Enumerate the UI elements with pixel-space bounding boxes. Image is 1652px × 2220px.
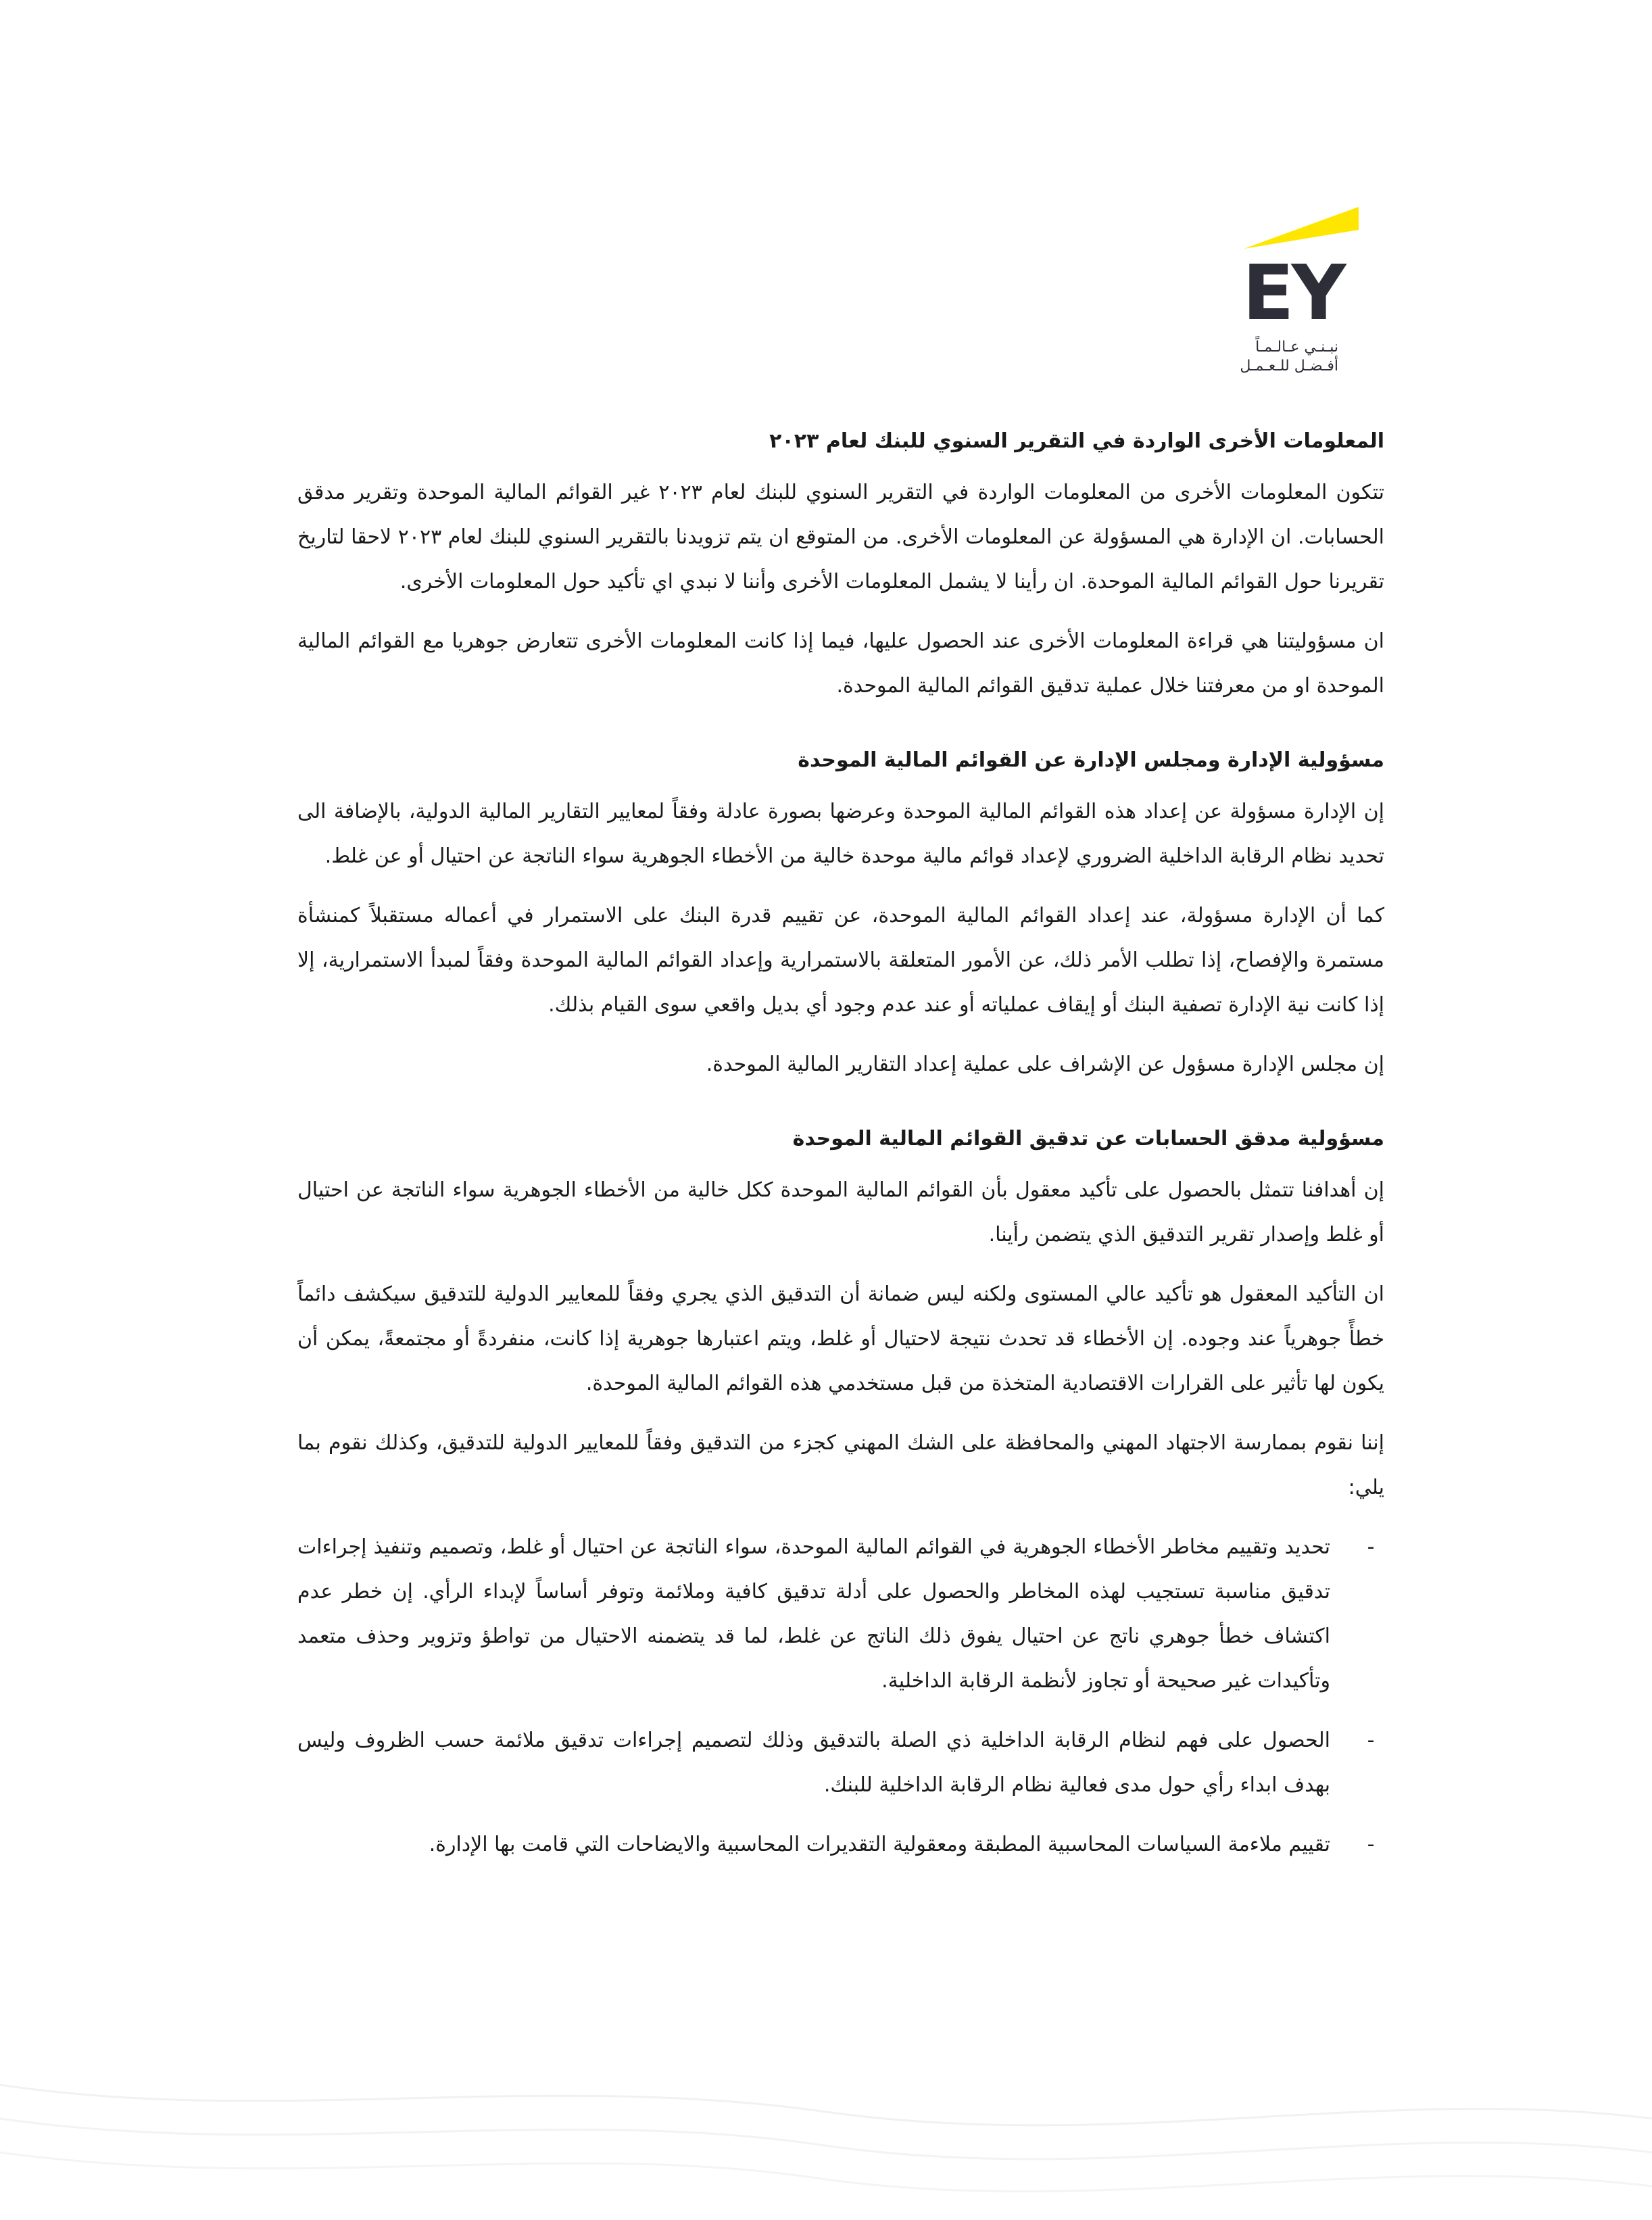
- auditor-procedures-list: [297, 1525, 1384, 1867]
- list-item-text: الحصول على فهم لنظام الرقابة الداخلية ذي الصلة بالتدقيق وذلك لتصميم إجراءات تدقيق ملائمة حسب الظروف وليس بهدف ابداء رأي حول مدى فعالية نظام الرقابة الداخلية للبنك.: [297, 1729, 1330, 1797]
- decorative-wave-lines: [0, 2044, 1652, 2220]
- ey-tagline: [1237, 338, 1338, 376]
- list-item: [297, 1525, 1384, 1704]
- paragraph: تتكون المعلومات الأخرى من المعلومات الواردة في التقرير السنوي للبنك لعام ٢٠٢٣ غير القوائم المالية الموحدة وتقرير مدقق الحسابات. ان الإدارة هي المسؤولة عن المعلومات الأخرى. من المتوقع ان يتم تزويدنا بالتقرير السنوي للبنك لعام ٢٠٢٣ لاحقا لتاريخ تقريرنا حول القوائم المالية الموحدة. ان رأينا لا يشمل المعلومات الأخرى وأننا لا نبدي اي تأكيد حول المعلومات الأخرى.: [297, 481, 1384, 594]
- ey-tagline-line-2: أفـضـل للـعـمـل: [1240, 358, 1338, 375]
- ey-logo: [1237, 203, 1365, 379]
- section-other-information: [297, 419, 1384, 708]
- section-management-responsibility: [297, 738, 1384, 1087]
- bullet-dash: -: [1367, 1535, 1375, 1559]
- report-body: [297, 419, 1384, 1897]
- list-item: [297, 1823, 1384, 1867]
- paragraph: إن الإدارة مسؤولة عن إعداد هذه القوائم المالية الموحدة وعرضها بصورة عادلة وفقاً لمعايير التقارير المالية الدولية، بالإضافة الى تحديد نظام الرقابة الداخلية الضروري لإعداد قوائم مالية موحدة خالية من الأخطاء الجوهرية سواء الناتجة عن احتيال أو عن غلط.: [297, 800, 1384, 868]
- section-heading: مسؤولية مدقق الحسابات عن تدقيق القوائم المالية الموحدة: [792, 1127, 1384, 1151]
- ey-beam-icon: [1237, 203, 1365, 257]
- bullet-dash: -: [1367, 1833, 1375, 1856]
- paragraph: ان التأكيد المعقول هو تأكيد عالي المستوى ولكنه ليس ضمانة أن التدقيق الذي يجري وفقاً للمعايير الدولية للتدقيق سيكشف دائماً خطأً جوهرياً عند وجوده. إن الأخطاء قد تحدث نتيجة لاحتيال أو غلط، ويتم اعتبارها جوهرية إذا كانت، منفردةً أو مجتمعةً، يمكن أن يكون لها تأثير على القرارات الاقتصادية المتخذة من قبل مستخدمي هذه القوائم المالية الموحدة.: [297, 1282, 1384, 1395]
- bullet-dash: -: [1367, 1729, 1375, 1752]
- ey-tagline-line-1: نبـنـي عـالـمـاً: [1255, 339, 1338, 356]
- paragraph: كما أن الإدارة مسؤولة، عند إعداد القوائم المالية الموحدة، عن تقييم قدرة البنك على الاستمرار في أعماله مستقبلاً كمنشأة مستمرة والإفصاح، إذا تطلب الأمر ذلك، عن الأمور المتعلقة بالاستمرارية وإعداد القوائم المالية الموحدة وفقاً لمبدأ الاستمرارية، إلا إذا كانت نية الإدارة تصفية البنك أو إيقاف عملياته أو عند عدم وجود أي بديل واقعي سوى القيام بذلك.: [297, 904, 1384, 1017]
- list-item-text: تقييم ملاءمة السياسات المحاسبية المطبقة ومعقولية التقديرات المحاسبية والايضاحات التي قامت بها الإدارة.: [429, 1833, 1330, 1856]
- paragraph: إن أهدافنا تتمثل بالحصول على تأكيد معقول بأن القوائم المالية الموحدة ككل خالية من الأخطاء الجوهرية سواء الناتجة عن احتيال أو غلط وإصدار تقرير التدقيق الذي يتضمن رأينا.: [297, 1178, 1384, 1247]
- section-heading: مسؤولية الإدارة ومجلس الإدارة عن القوائم المالية الموحدة: [798, 748, 1384, 772]
- paragraph: إننا نقوم بممارسة الاجتهاد المهني والمحافظة على الشك المهني كجزء من التدقيق وفقاً للمعايير الدولية للتدقيق، وكذلك نقوم بما يلي:: [297, 1431, 1384, 1499]
- section-heading: المعلومات الأخرى الواردة في التقرير السنوي للبنك لعام ٢٠٢٣: [769, 429, 1384, 453]
- paragraph: إن مجلس الإدارة مسؤول عن الإشراف على عملية إعداد التقارير المالية الموحدة.: [706, 1053, 1384, 1076]
- section-auditor-responsibility: [297, 1117, 1384, 1867]
- list-item: [297, 1718, 1384, 1808]
- list-item-text: تحديد وتقييم مخاطر الأخطاء الجوهرية في القوائم المالية الموحدة، سواء الناتجة عن احتيال أو غلط، وتصميم وتنفيذ إجراءات تدقيق مناسبة تستجيب لهذه المخاطر والحصول على أدلة تدقيق كافية وملائمة وتوفر أساساً لإبداء الرأي. إن خطر عدم اكتشاف خطأ جوهري ناتج عن احتيال يفوق ذلك الناتج عن غلط، لما قد يتضمنه الاحتيال من تواطؤ وتزوير وحذف متعمد وتأكيدات غير صحيحة أو تجاوز لأنظمة الرقابة الداخلية.: [297, 1535, 1330, 1693]
- ey-wordmark: EY: [1242, 249, 1344, 337]
- paragraph: ان مسؤوليتنا هي قراءة المعلومات الأخرى عند الحصول عليها، فيما إذا كانت المعلومات الأخرى تتعارض جوهريا مع القوائم المالية الموحدة او من معرفتنا خلال عملية تدقيق القوائم المالية الموحدة.: [297, 629, 1384, 698]
